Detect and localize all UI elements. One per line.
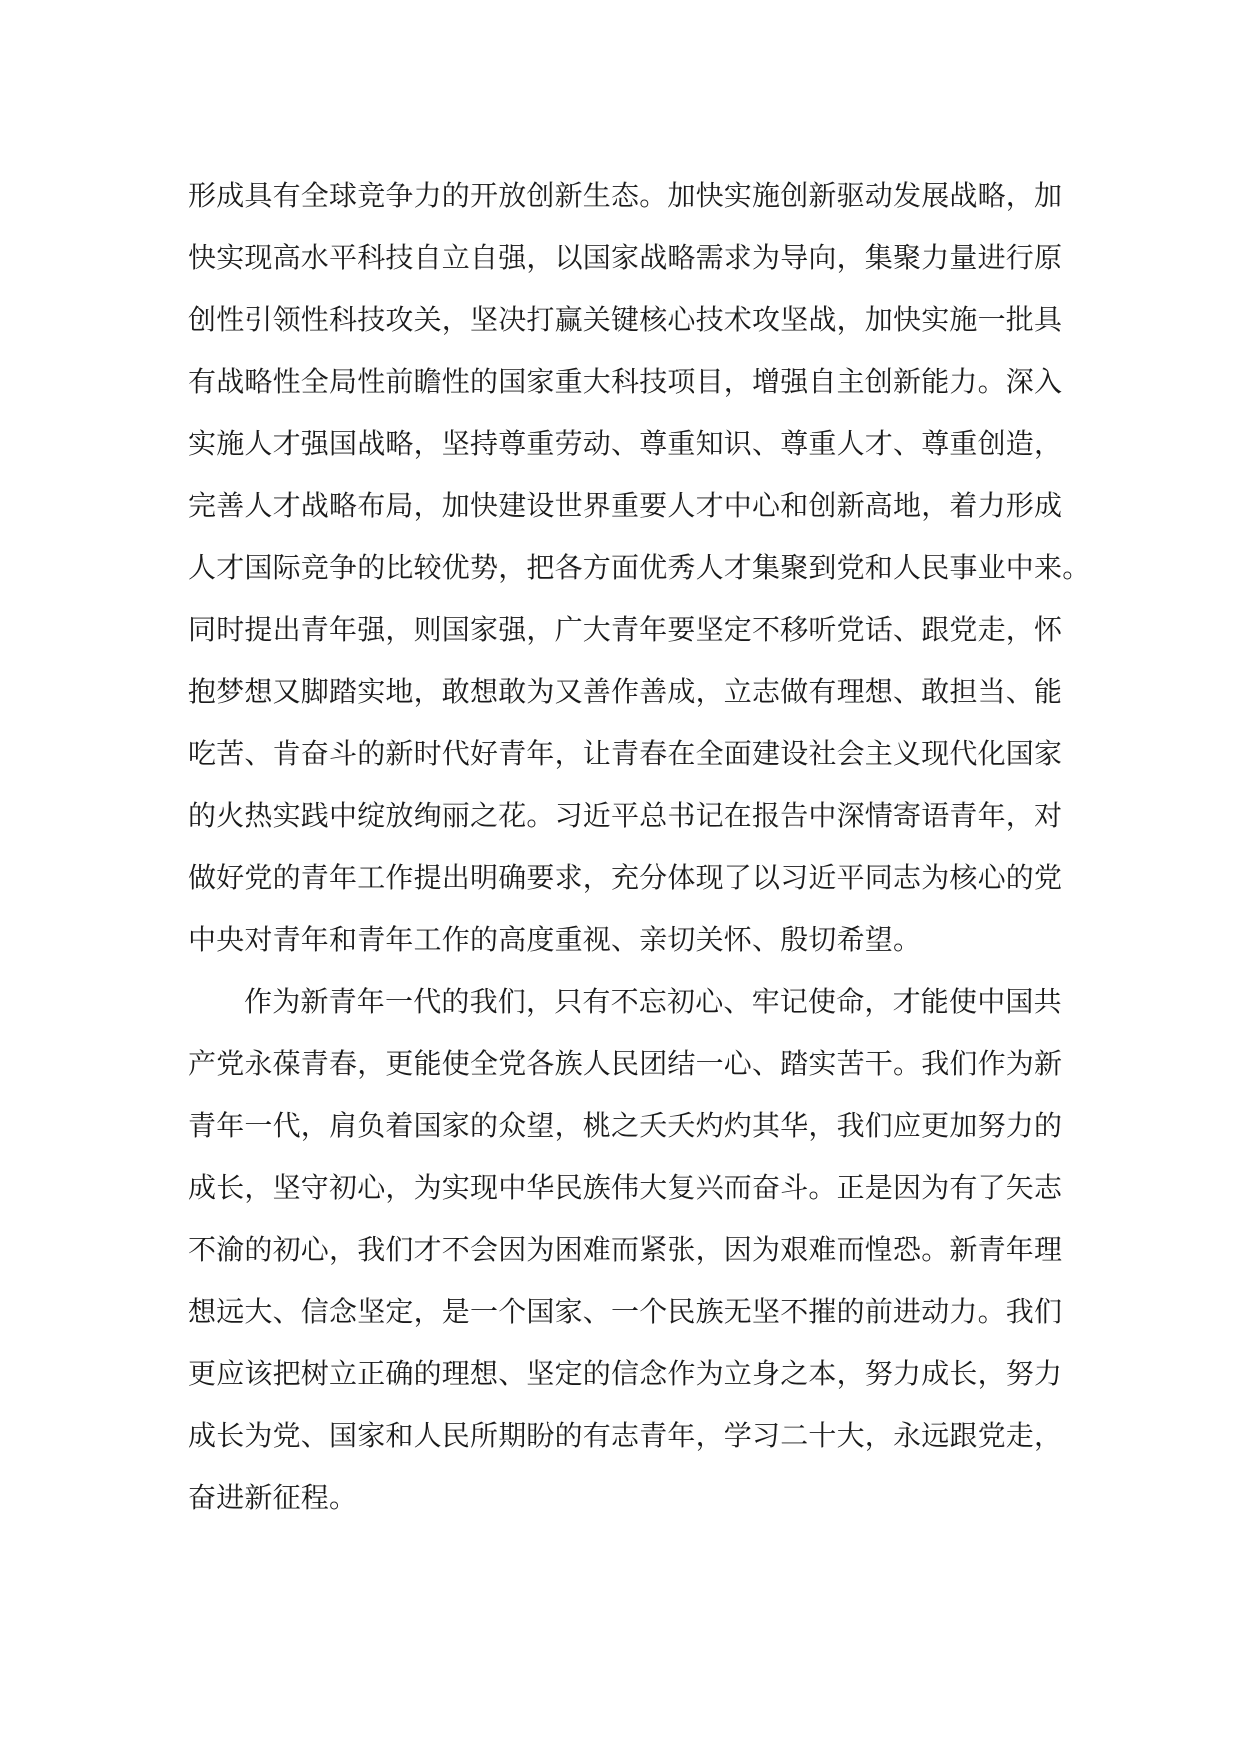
text-line: 完善人才战略布局，加快建设世界重要人才中心和创新高地，着力形成 [188, 489, 1063, 522]
text-line: 不渝的初心，我们才不会因为困难而紧张，因为艰难而惶恐。新青年理 [188, 1233, 1063, 1266]
text-line: 创性引领性科技攻关，坚决打赢关键核心技术攻坚战，加快实施一批具 [188, 303, 1063, 336]
text-line: 有战略性全局性前瞻性的国家重大科技项目，增强自主创新能力。深入 [188, 365, 1063, 398]
text-line: 快实现高水平科技自立自强，以国家战略需求为导向，集聚力量进行原 [188, 241, 1063, 274]
text-line: 的火热实践中绽放绚丽之花。习近平总书记在报告中深情寄语青年，对 [188, 799, 1063, 832]
text-line: 吃苦、肯奋斗的新时代好青年，让青春在全面建设社会主义现代化国家 [188, 737, 1063, 770]
text-line: 更应该把树立正确的理想、坚定的信念作为立身之本，努力成长，努力 [188, 1357, 1063, 1390]
text-line: 青年一代，肩负着国家的众望，桃之夭夭灼灼其华，我们应更加努力的 [188, 1109, 1063, 1142]
text-line: 抱梦想又脚踏实地，敢想敢为又善作善成，立志做有理想、敢担当、能 [188, 675, 1063, 708]
text-line: 同时提出青年强，则国家强，广大青年要坚定不移听党话、跟党走，怀 [188, 613, 1063, 646]
text-line: 成长，坚守初心，为实现中华民族伟大复兴而奋斗。正是因为有了矢志 [188, 1171, 1063, 1204]
paragraph-first-line: 作为新青年一代的我们，只有不忘初心、牢记使命，才能使中国共 [244, 985, 1062, 1018]
text-line: 产党永葆青春，更能使全党各族人民团结一心、踏实苦干。我们作为新 [188, 1047, 1063, 1080]
text-line: 成长为党、国家和人民所期盼的有志青年，学习二十大，永远跟党走， [188, 1419, 1063, 1452]
text-line: 中央对青年和青年工作的高度重视、亲切关怀、殷切希望。 [188, 923, 922, 956]
text-line: 想远大、信念坚定，是一个国家、一个民族无坚不摧的前进动力。我们 [188, 1295, 1063, 1328]
text-line: 人才国际竞争的比较优势，把各方面优秀人才集聚到党和人民事业中来。 [188, 551, 1091, 584]
text-line: 实施人才强国战略，坚持尊重劳动、尊重知识、尊重人才、尊重创造， [188, 427, 1063, 460]
text-line: 形成具有全球竞争力的开放创新生态。加快实施创新驱动发展战略，加 [188, 179, 1063, 212]
text-line: 奋进新征程。 [188, 1481, 358, 1514]
text-line: 做好党的青年工作提出明确要求，充分体现了以习近平同志为核心的党 [188, 861, 1063, 894]
